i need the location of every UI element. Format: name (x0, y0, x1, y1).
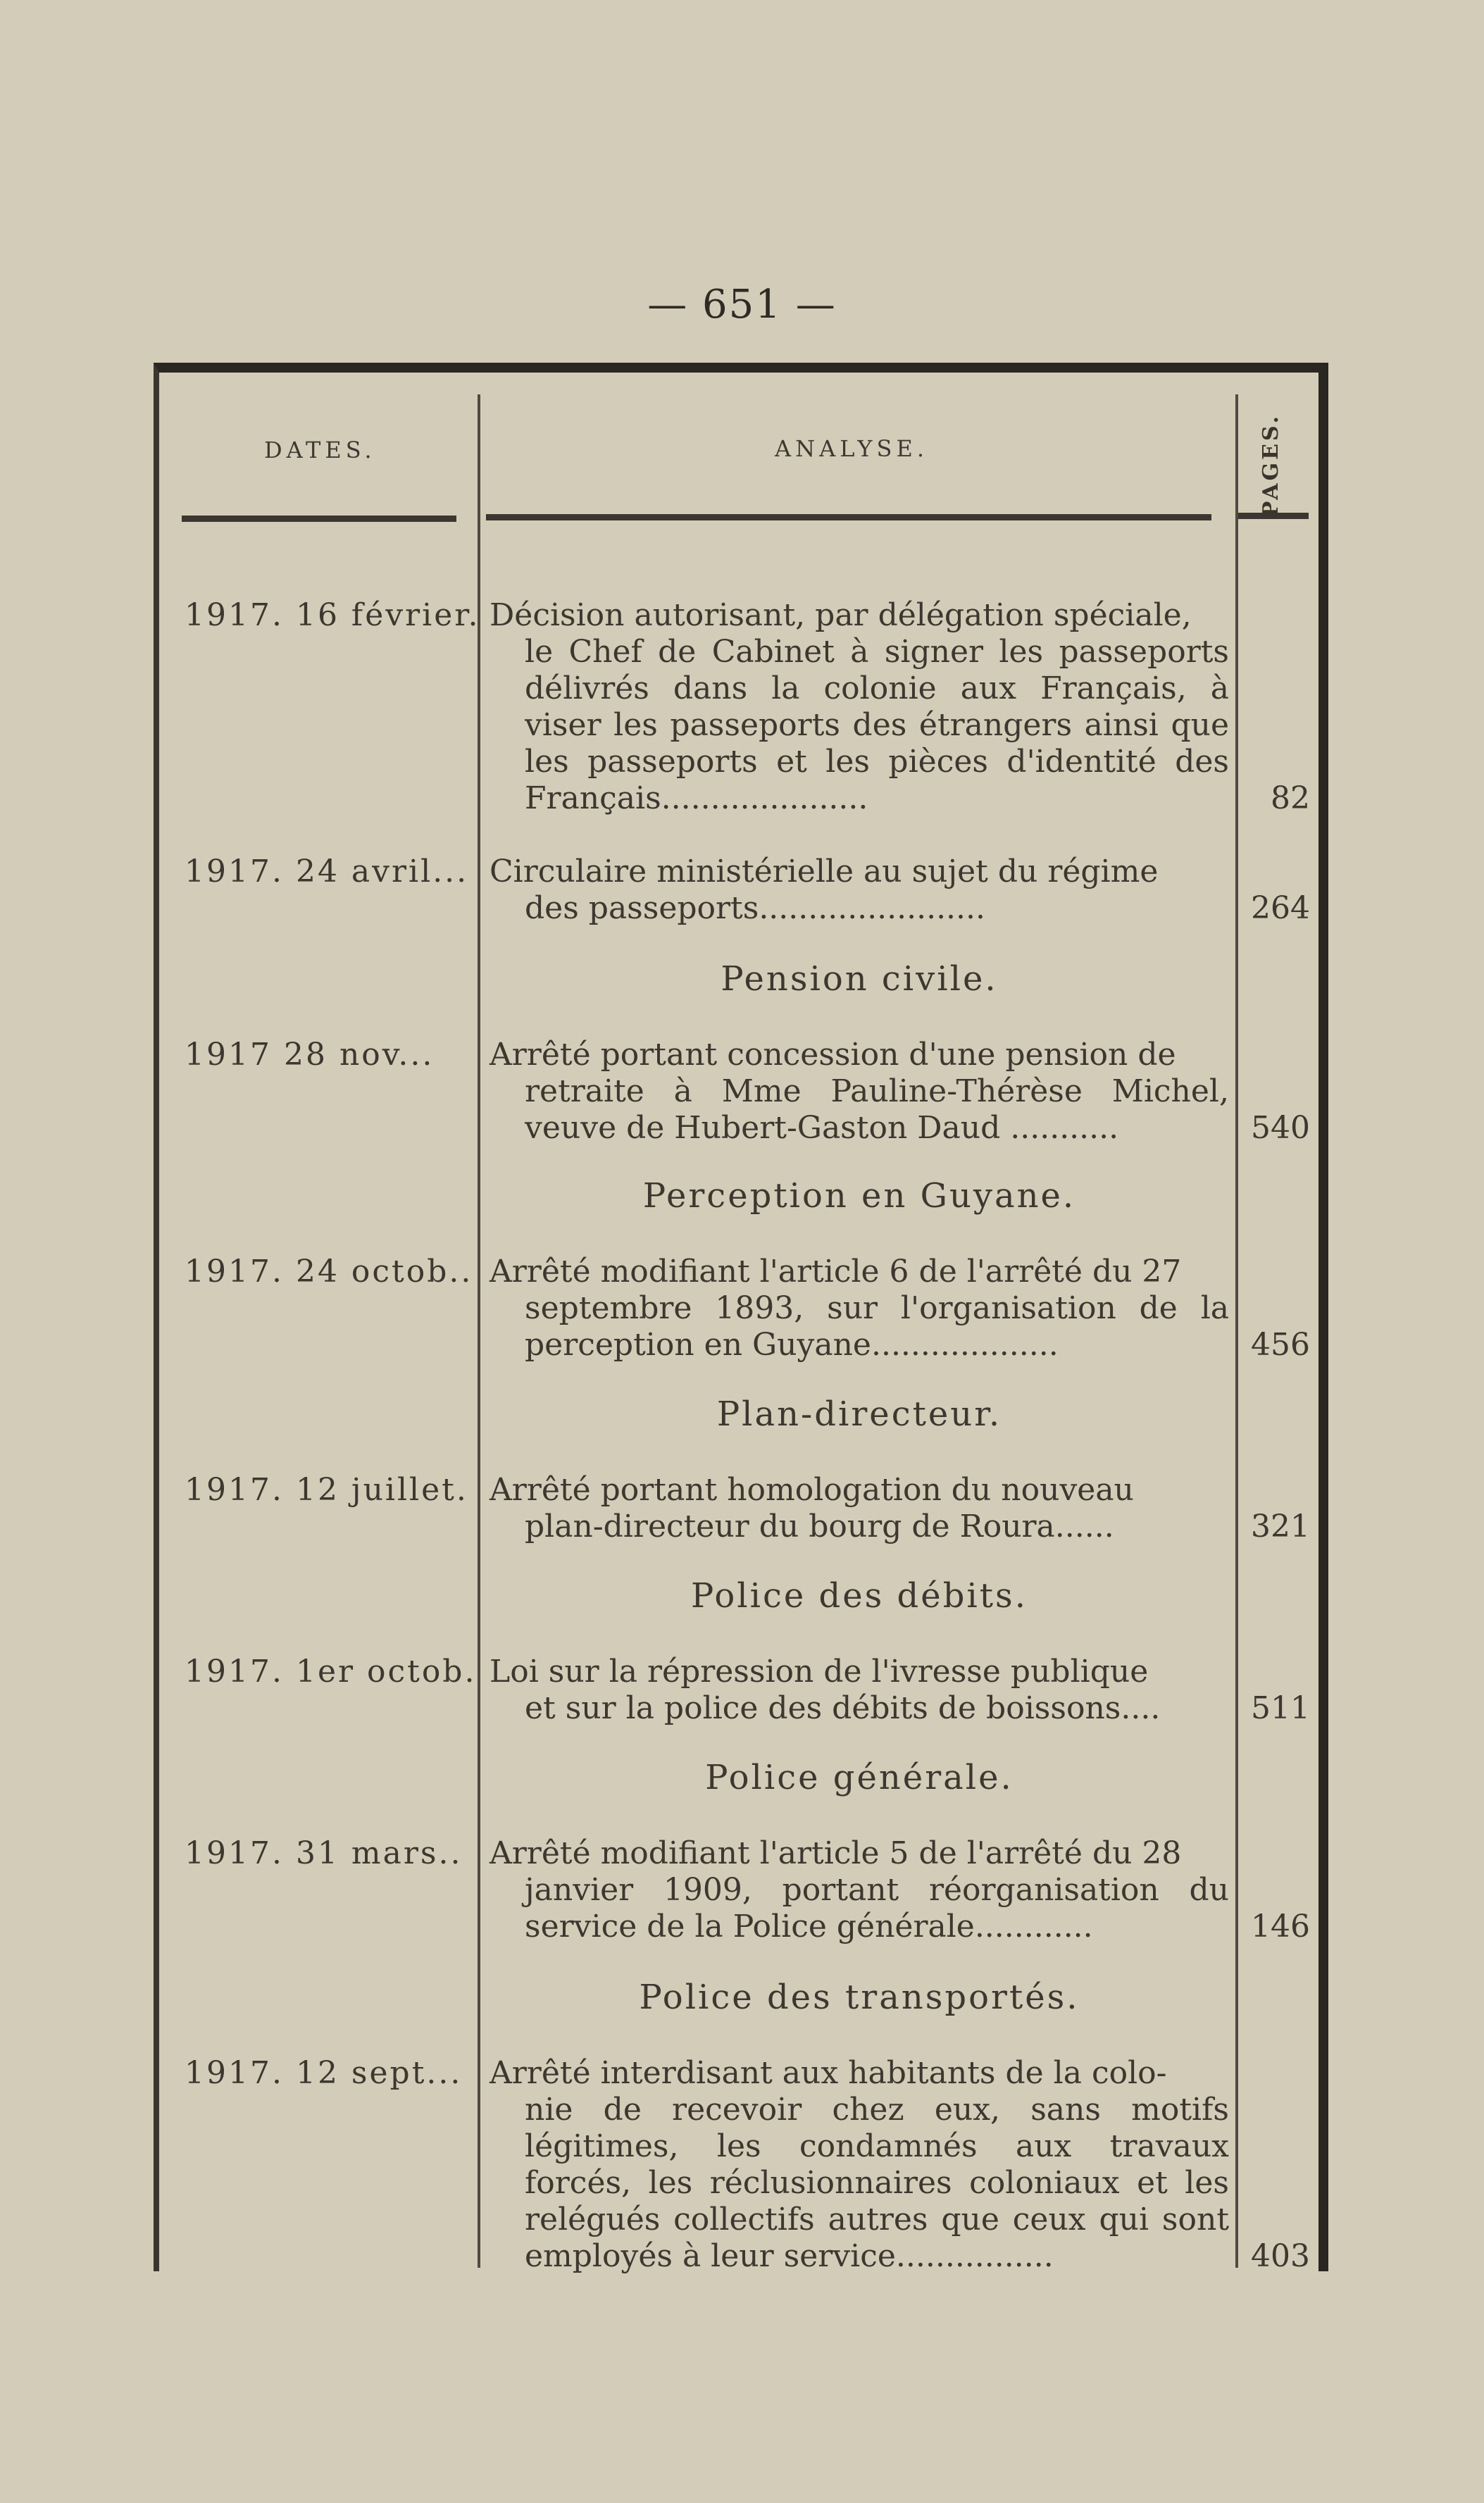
entry-continuation: des passeports....................... (525, 890, 986, 926)
column-divider-pages (1235, 394, 1238, 2268)
entry-first-line: Loi sur la répression de l'ivresse publique (490, 1654, 1149, 1690)
entry-first-line: Décision autorisant, par délégation spéciale, (490, 597, 1192, 633)
entry-date: 1917. 12 juillet. (185, 1472, 468, 1508)
entry-analysis (490, 597, 1229, 817)
entry-date: 1917. 1er octob. (185, 1654, 477, 1690)
entry-first-line: Arrêté modifiant l'article 5 de l'arrêté du 28 (490, 1835, 1182, 1871)
entry-continuation: et sur la police des débits de boissons.... (525, 1690, 1161, 1726)
header-pages (1247, 408, 1296, 521)
entry-date: 1917. 31 mars.. (185, 1835, 463, 1871)
section-heading: Perception en Guyane. (642, 1176, 1076, 1216)
entry-date: 1917. 16 février. (185, 597, 480, 633)
entry-page: 264 (1251, 890, 1310, 926)
entry-analysis (490, 2055, 1229, 2275)
entry-page: 511 (1251, 1690, 1310, 1726)
entry-page: 321 (1251, 1509, 1310, 1544)
entry-first-line: Arrêté portant concession d'une pension de (490, 1037, 1176, 1073)
entry-continuation: le Chef de Cabinet à signer les passeports délivrés dans la colonie aux Français, à viser les passeports des étrangers ainsi que les passeports et les pièces d'identité des Français..................... (525, 634, 1229, 816)
entry-page: 82 (1271, 780, 1310, 816)
entry-page: 403 (1251, 2238, 1310, 2274)
entry-first-line: Circulaire ministérielle au sujet du régime (490, 854, 1159, 890)
entry-page: 146 (1251, 1909, 1310, 1945)
section-heading: Police des transportés. (639, 1978, 1080, 2017)
section-heading: Plan-directeur. (716, 1394, 1002, 1434)
section-heading: Police des débits. (691, 1576, 1028, 1616)
entry-first-line: Arrêté modifiant l'article 6 de l'arrêté du 27 (490, 1254, 1182, 1290)
entry-analysis (490, 1472, 1229, 1545)
entry-analysis (490, 854, 1229, 927)
entry-analysis (490, 1654, 1229, 1727)
entry-continuation: retraite à Mme Pauline-Thérèse Michel, veuve de Hubert-Gaston Daud ........... (525, 1073, 1229, 1146)
header-dates: DATES. (264, 437, 376, 463)
entry-continuation: janvier 1909, portant réorganisation du service de la Police générale............ (525, 1872, 1229, 1945)
section-heading: Pension civile. (721, 959, 998, 999)
entry-continuation: nie de recevoir chez eux, sans motifs légitimes, les condamnés aux travaux forcés, les réclusionnaires coloniaux et les relégués collectifs autres que ceux qui sont employés à leur service................ (525, 2092, 1229, 2274)
header-pages-label: PAGES. (1259, 413, 1284, 517)
entry-first-line: Arrêté interdisant aux habitants de la colo- (490, 2055, 1167, 2091)
entry-date: 1917. 24 avril... (185, 854, 469, 890)
page-number: — 651 — (647, 282, 837, 327)
entry-continuation: plan-directeur du bourg de Roura...... (525, 1509, 1114, 1544)
entry-analysis (490, 1254, 1229, 1363)
entry-analysis (490, 1037, 1229, 1147)
entry-page: 540 (1251, 1110, 1310, 1146)
header-analyse: ANALYSE. (775, 435, 928, 462)
entry-first-line: Arrêté portant homologation du nouveau (490, 1472, 1134, 1508)
header-rule-dates (182, 516, 456, 522)
column-divider-dates (478, 394, 480, 2268)
entry-date: 1917. 24 octob.. (185, 1254, 473, 1290)
entry-date: 1917. 12 sept... (185, 2055, 463, 2091)
entry-date: 1917 28 nov... (185, 1037, 435, 1073)
header-rule-analyse (486, 514, 1211, 520)
entry-continuation: septembre 1893, sur l'organisation de la perception en Guyane................... (525, 1290, 1229, 1363)
entry-analysis (490, 1835, 1229, 1945)
entry-page: 456 (1251, 1327, 1310, 1363)
section-heading: Police générale. (705, 1758, 1014, 1797)
